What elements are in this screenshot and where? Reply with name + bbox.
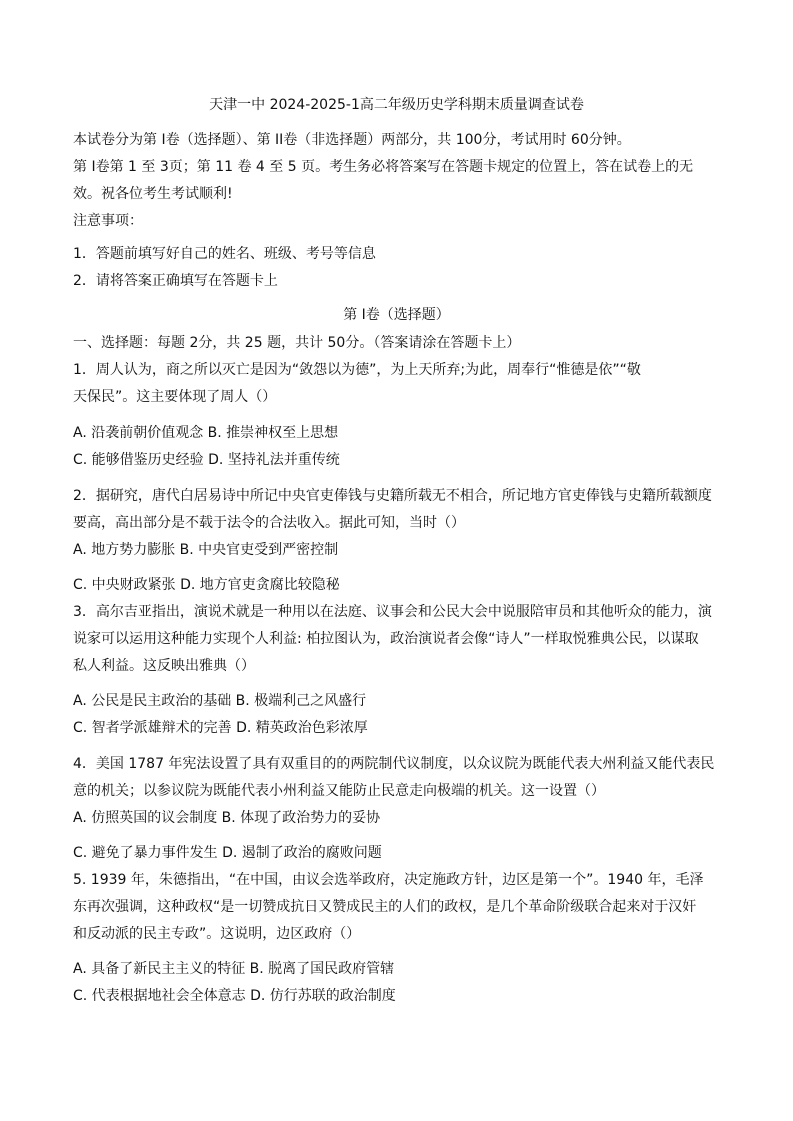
question-3-options-cd: C. 智者学派雄辩术的完善 D. 精英政治色彩浓厚 — [73, 720, 368, 736]
section-instruction: 一、选择题：每题 2分，共 25 题，共计 50分。（答案请涂在答题卡上） — [73, 335, 521, 351]
notice-heading: 注意事项： — [73, 213, 143, 229]
question-5-stem-line-3: 和反动派的民主专政”。这说明，边区政府（） — [73, 926, 361, 942]
question-3-options-ab: A. 公民是民主政治的基础 B. 极端利己之风盛行 — [73, 693, 367, 709]
question-4-options-cd: C. 避免了暴力事件发生 D. 遏制了政治的腐败问题 — [73, 845, 382, 861]
question-5-stem-line-2: 东再次强调，这种政权“是一切赞成抗日又赞成民主的人们的政权，是几个革命阶级联合起来对于汉奸 — [73, 899, 697, 915]
question-2-stem-line-2: 要高，高出部分是不载于法令的合法收入。据此可知，当时（） — [73, 515, 465, 531]
question-3-stem-line-1: 3．高尔吉亚指出，演说术就是一种用以在法庭、议事会和公民大会中说服陪审员和其他听众的能力，演 — [73, 604, 712, 620]
intro-line-3: 效。祝各位考生考试顺利! — [73, 186, 233, 202]
section-title: 第 I卷（选择题） — [343, 307, 450, 323]
question-3-stem-line-2: 说家可以运用这种能力实现个人利益: 柏拉图认为，政治演说者会像“诗人”一样取悦雅典公民，以谋取 — [73, 631, 699, 647]
question-2-options-ab: A. 地方势力膨胀 B. 中央官吏受到严密控制 — [73, 542, 339, 558]
question-4-options-ab: A. 仿照英国的议会制度 B. 体现了政治势力的妥协 — [73, 810, 381, 826]
question-5-options-cd: C. 代表根据地社会全体意志 D. 仿行苏联的政治制度 — [73, 988, 396, 1004]
question-5-options-ab: A. 具备了新民主主义的特征 B. 脱离了国民政府管辖 — [73, 961, 395, 977]
question-4-stem-line-1: 4．美国 1787 年宪法设置了具有双重目的的两院制代议制度，以众议院为既能代表大州利益又能代表民 — [73, 756, 715, 772]
question-5-stem-line-1: 5. 1939 年，朱德指出，“在中国，由议会选举政府，决定施政方针，边区是第一个”。1940 年，毛泽 — [73, 872, 704, 888]
intro-line-2: 第 I卷第 1 至 3页；第 11 卷 4 至 5 页。考生务必将答案写在答题卡规定的位置上，答在试卷上的无 — [73, 159, 694, 175]
question-1-stem-line-1: 1．周人认为，商之所以灭亡是因为“敛怨以为德”，为上天所弃;为此，周奉行“惟德是依”“敬 — [73, 362, 641, 378]
notice-item-1: 1．答题前填写好自己的姓名、班级、考号等信息 — [73, 246, 376, 262]
question-2-stem-line-1: 2．据研究，唐代白居易诗中所记中央官吏俸钱与史籍所载无不相合，所记地方官吏俸钱与史籍所载额度 — [73, 488, 712, 504]
notice-item-2: 2．请将答案正确填写在答题卡上 — [73, 273, 278, 289]
question-1-options-cd: C. 能够借鉴历史经验 D. 坚持礼法并重传统 — [73, 452, 340, 468]
question-4-stem-line-2: 意的机关；以参议院为既能代表小州利益又能防止民意走向极端的机关。这一设置（） — [73, 783, 605, 799]
question-1-stem-line-2: 天保民”。这主要体现了周人（） — [73, 389, 277, 405]
question-3-stem-line-3: 私人利益。这反映出雅典（） — [73, 658, 255, 674]
intro-line-1: 本试卷分为第 I卷（选择题）、第 II卷（非选择题）两部分，共 100分，考试用时 60分钟。 — [73, 132, 631, 148]
question-2-options-cd: C. 中央财政紧张 D. 地方官吏贪腐比较隐秘 — [73, 577, 340, 593]
exam-title: 天津一中 2024-2025-1高二年级历史学科期末质量调查试卷 — [209, 97, 584, 113]
question-1-options-ab: A. 沿袭前朝价值观念 B. 推崇神权至上思想 — [73, 425, 339, 441]
